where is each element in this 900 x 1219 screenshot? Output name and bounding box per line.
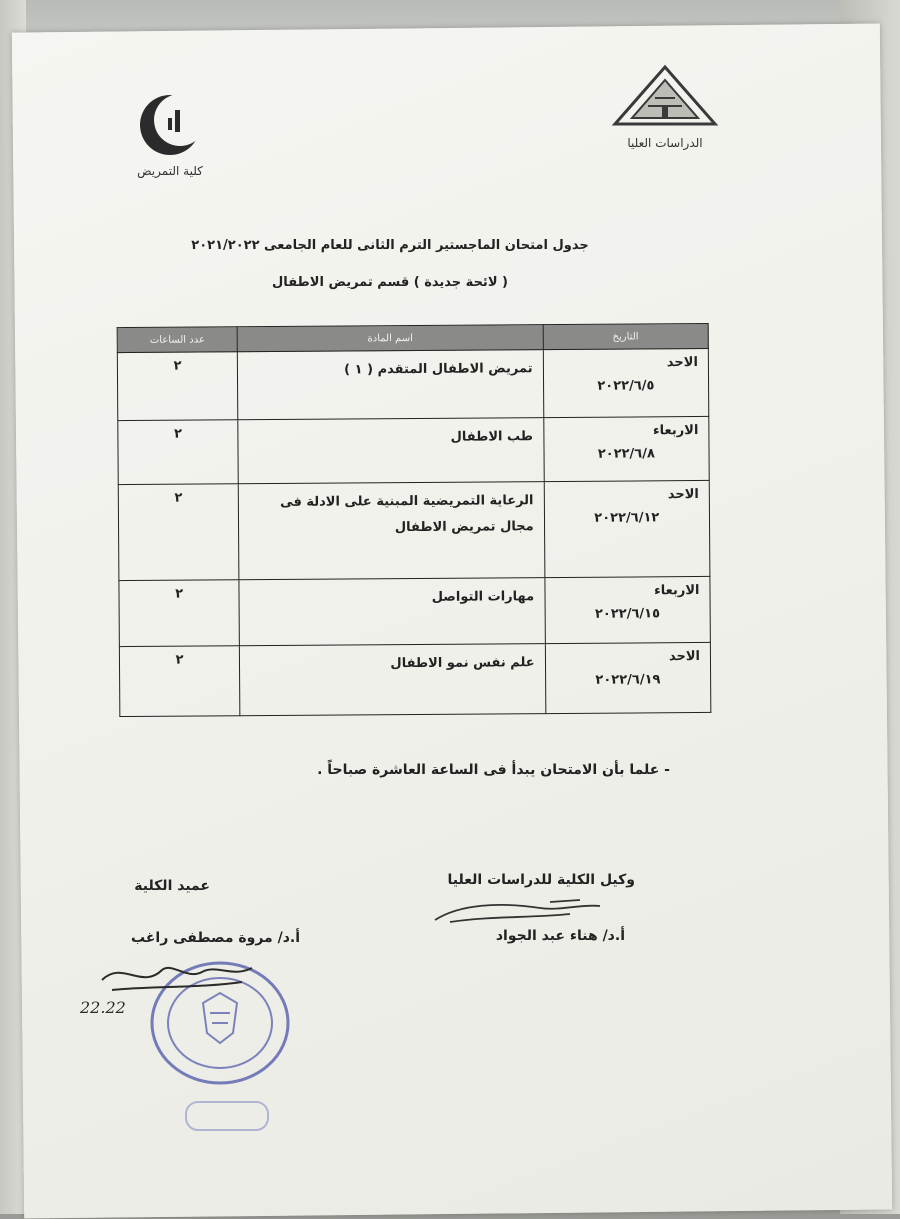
day-label: الاحد	[666, 355, 698, 371]
handwritten-date: 22.22	[80, 998, 126, 1017]
hours-cell: ٢	[119, 580, 240, 647]
subject-cell: طب الاطفال	[238, 418, 544, 484]
date-label: ٢٠٢٢/٦/٨	[597, 446, 655, 462]
date-label: ٢٠٢٢/٦/٥	[597, 378, 655, 394]
date-cell	[545, 576, 711, 643]
nursing-faculty-logo	[110, 90, 230, 178]
date-label: ٢٠٢٢/٦/١٢	[594, 510, 660, 526]
table-row	[118, 480, 710, 580]
document-title: جدول امتحان الماجستير الترم الثانى للعام الجامعى ٢٠٢١/٢٠٢٢	[191, 238, 589, 253]
vice-dean-signature-icon	[430, 896, 610, 930]
faint-stamp-icon	[182, 1098, 272, 1134]
subject-cell: الرعاية التمريضية المبنية على الادلة فى مجال تمريض الاطفال	[239, 482, 545, 580]
hours-cell: ٢	[117, 352, 238, 421]
dean-name: أ.د/ مروة مصطفى راغب	[131, 930, 300, 946]
left-logo-caption: كلية التمريض	[137, 164, 203, 178]
date-cell	[544, 480, 710, 577]
date-cell	[543, 348, 709, 417]
exam-time-note: - علما بأن الامتحان يبدأ فى الساعة العاشرة صباحاً .	[317, 762, 670, 778]
header-date: التاريخ	[543, 323, 709, 349]
header-hours: عدد الساعات	[117, 327, 237, 353]
vice-dean-name: أ.د/ هناء عبد الجواد	[495, 928, 625, 944]
vice-dean-title: وكيل الكلية للدراسات العليا	[447, 872, 635, 888]
day-label: الاربعاء	[654, 583, 700, 599]
hours-cell: ٢	[119, 646, 240, 717]
table-row	[118, 416, 709, 484]
day-label: الاحد	[667, 487, 699, 503]
hours-cell: ٢	[118, 484, 239, 581]
day-label: الاربعاء	[652, 423, 699, 439]
date-cell	[543, 416, 709, 481]
right-logo-caption: الدراسات العليا	[627, 136, 703, 150]
crescent-logo-icon	[135, 90, 205, 160]
dean-signature-icon	[92, 950, 262, 1000]
date-label: ٢٠٢٢/٦/١٥	[594, 606, 661, 622]
table-row	[119, 576, 710, 646]
pyramid-logo-icon	[610, 62, 720, 132]
table-row	[117, 348, 708, 420]
exam-schedule-table	[117, 323, 712, 717]
date-cell	[545, 642, 711, 713]
subject-cell: تمريض الاطفال المتقدم ( ١ )	[238, 350, 544, 420]
table-row	[119, 642, 710, 716]
day-label: الاحد	[668, 649, 701, 665]
document-subtitle: ( لائحة جديدة ) قسم تمريض الاطفال	[272, 275, 508, 290]
date-label: ٢٠٢٢/٦/١٩	[595, 672, 661, 688]
university-logo	[600, 62, 730, 150]
dean-title: عميد الكلية	[134, 878, 210, 894]
header-subject: اسم المادة	[237, 325, 542, 352]
subject-cell: علم نفس نمو الاطفال	[240, 644, 546, 716]
hours-cell: ٢	[118, 420, 239, 485]
subject-cell: مهارات التواصل	[239, 578, 545, 646]
